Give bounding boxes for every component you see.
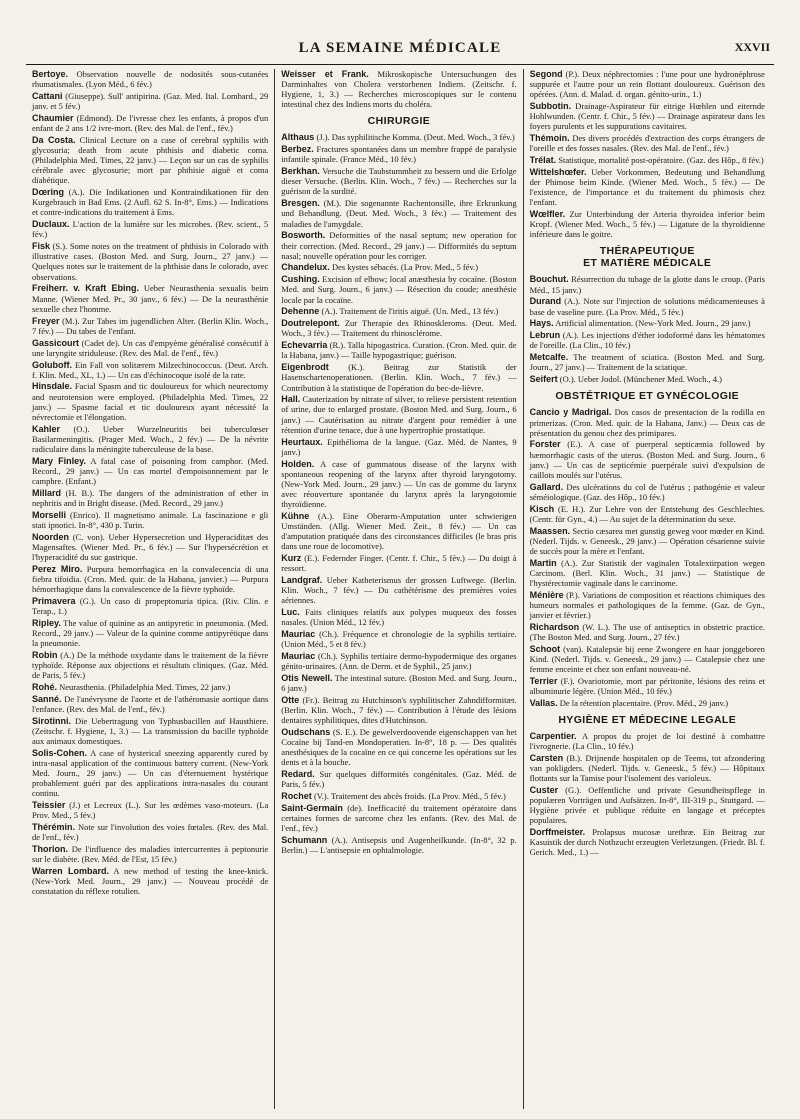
entry-author: Berkhan. [281,166,320,177]
bibliography-entry [281,629,516,649]
entry-text: (C. von). Ueber Hypersecretion und Hyperaciditæt des Magensaftes. (Wiener Med. Pr., 6 fév.) — Sur l'hypersécrétion et l'hyperacidité du suc gastrique. [32,531,269,562]
bibliography-entry [530,526,765,556]
bibliography-entry [530,352,765,372]
entry-author: Bresgen. [281,198,320,209]
entry-text: A case of gummatous disease of the larynx with spontaneous reopening of the larynx after thyroid laryngotomy. (New-York Med. Journ., 29 janv.) — Un cas de gomme du larynx avec réouverture spontanée du larynx après la laryngotomie thyroïdienne. [281,458,517,509]
entry-text: (Fr.). Beitrag zu Hutchinson's syphilitischer Zahndifformitæt. (Berlin. Klin. Woch., 7 fév.) — Contribution à l'étude des lésions dentaires syphilitiques, dites d'Hutchinson. [281,694,517,726]
entry-text: Ueber Neurasthenia sexualis beim Manne. (Wiener Med. Pr., 30 janv., 6 fév.) — De la neurasthénie sexuelle chez l'homme. [32,283,269,314]
entry-text: Des divers procédés d'extraction des corps étrangers de l'oreille et des fosses nasales. (Rev. des Mal. de l'enf., fév.) [529,133,765,154]
entry-text: (A.). Note sur l'injection de solutions médicamenteuses à base de vaseline pure. (La Prov. Méd., 5 fév.) [529,296,765,317]
journal-title: LA SEMAINE MÉDICALE [298,40,502,56]
entry-text: (R.). Talla hipogastrica. Curation. (Cron. Med. quir. de la Habana, janv.) — Taille hypogastrique; guérison. [281,340,517,361]
entry-author: Morselli [32,509,67,520]
bibliography-entry [32,748,268,798]
entry-author: Durand [529,296,562,307]
entry-author: Duclaux. [32,219,70,230]
entry-author: Eigenbrodt [281,362,329,373]
bibliography-entry [281,835,516,855]
entry-author: Lebrun [529,330,561,341]
entry-author: Robin [32,650,58,660]
entry-author: Redard. [281,769,315,780]
entry-author: Kühne [281,510,310,521]
bibliography-entry [281,144,516,164]
bibliography-entry [32,716,268,746]
entry-author: Maassen. [529,525,571,536]
entry-text: (M.). Zur Tabes im jugendlichen Alter. (Berlin Klin. Woch., 7 fév.) — Du tabes de l'enfant. [32,315,269,336]
entry-text: De la rétention placentaire. (Prov. Méd., 29 janv.) [557,697,729,708]
entry-author: Chaumier [32,112,74,123]
entry-author: Hall. [281,394,301,405]
entry-author: Wittelshœfer. [529,167,587,178]
bibliography-entry [32,682,268,692]
entry-text: (G.). Oeffentliche und private Gesundheitspflege in populæren Vorträgen und Aufsätzen. In-8°, III-319 p., Stuttgard. — Hygiène privée et publique réduite en langage et préceptes populaires. [529,785,765,826]
entry-author: Echevarria [281,340,328,351]
section-title: CHIRURGIE [367,115,431,128]
entry-text: De l'anévrysme de l'aorte et de l'athéromasie aortique dans l'enfance. (Rev. des Mal. de l'enf., fév.) [32,693,269,715]
entry-text: Sectio cæsarea met gunstig geweg voor mœder en Kind. (Nederl. Tijds. v. Geneesk., 29 janv.) — Opération césarienne suivie de succès pour la mère et l'enfant. [529,525,765,556]
entry-text: Die Uebertragung von Typhusbacillen auf Hausthiere. (Zeitschr. f. Hygiene, 1, 3.) — La transmission du bacille typhoïde aux animaux domestiques. [32,715,269,747]
entry-author: Bouchut. [529,274,569,285]
entry-author: Kahler [32,423,61,434]
entry-text: (A.) De la méthode oxydante dans le traitement de la fièvre typhoïde. Réponse aux objections et résultats cliniques. (Gaz. Méd. de Paris, 5 fév.) [32,650,269,681]
entry-text: Purpura hemorrhagica en la convalecencia di una fiebra tifoidia. (Cron. Med. quir. de la Habana, janvier.) — Purpura hémorrhagique dans la convalescence de la fièvre typhoïde. [32,563,269,595]
entry-text: Note sur l'involution des voies fœtales. (Rev. des Mal. de l'enf., fév.) [32,822,269,843]
entry-text: (A.). Les injections d'éther iodoformé dans les hématomes de l'oreille. (La Clin., 10 fév.) [529,330,765,351]
bibliography-entry [530,209,765,239]
bibliography-entry [530,676,765,696]
entry-author: Warren Lombard. [32,866,109,877]
bibliography-entry [32,338,268,358]
entry-text: (Edmond). De l'ivresse chez les enfants, à propos d'un enfant de 2 ans 1/2 ivre-mort. (Rev. des Mal. de l'enf., fév.) [32,112,269,134]
entry-text: (J.). Das syphilitische Komma. (Deut. Med. Woch., 3 fév.) [314,132,515,143]
entry-author: Seifert [529,374,558,385]
entry-author: Otis Newell. [281,673,333,683]
entry-text: Versuche die Taubstummheit zu bessern und die Erfolge dieser Versuche. (Berlin. Klin. Woch., 7 fév.) — Recherches sur la guérison de la surdité. [281,166,517,197]
bibliography-entry [32,316,268,336]
bibliography-entry [281,394,516,434]
entry-text: (E.). A case of puerperal septicæmia followed by hæmorrhagic casts of the uterus. (Boston Med. and Surg. Journ., 6 janv.) — Un cas de septicémie puerpérale suivi d'expulsion de caillots moulés sur l'utérus. [529,439,765,480]
bibliography-entry [530,374,765,384]
bibliography-entry [281,575,516,605]
entry-text: Résurrection du tubage de la glotte dans le croup. (Paris Méd., 15 janv.) [529,274,765,295]
entry-author: Thémoin. [529,133,570,144]
bibliography-entry [281,511,516,551]
bibliography-entry [281,262,516,272]
entry-author: Kisch [529,503,555,514]
entry-author: Ripley. [32,617,61,628]
bibliography-entry [32,113,268,133]
entry-text: (K.). Beitrag zur Statistik der Hasenschartenoperationen. (Berlin. Klin. Woch., 7 fév.) — Contribution à la statistique de l'opération du bec-de-lièvre. [281,362,517,393]
entry-text: The intestinal suture. (Boston Med. and Surg. Journ., 6 janv.) [281,673,517,694]
bibliography-entry [530,296,765,316]
entry-author: Mauriac [281,629,316,640]
entry-text: (P.). Deux néphrectomies : l'une pour une hydronéphrose suppurée et l'autre pour un rein flottant douloureux. Guérison des opérées. (Ann. d. Malad. d. organ. génito-urin., 1.) [529,69,765,100]
bibliography-entry [530,827,765,857]
bibliography-entry [32,360,268,380]
entry-text: Deformities of the nasal septum; new operation for their correction. (Med. Record., 29 janv.) — Difformités du septum nasal; nouvelle opération pour les corriger. [281,230,517,261]
entry-author: Sanné. [32,693,62,704]
entry-author: Doutrelepont. [281,318,340,329]
bibliography-entry [530,101,765,131]
entry-author: Cushing. [281,274,320,285]
bibliography-entry [530,698,765,708]
entry-author: Custer [529,785,559,796]
columns [26,69,774,1109]
entry-text: Cauterization by nitrate of silver, to relieve persistent retention of urine, due to enlarged prostate. (Boston Med. and Surg. Journ., 6 janv.) — Cautérisation au nitrate d'argent pour remédier à une rétention d'urine tenace, due à une hypertrophie prostatique. [281,394,517,435]
bibliography-entry [32,187,268,217]
entry-text: Artificial alimentation. (New-York Med. Journ., 29 janv.) [553,318,751,329]
entry-text: (Ch.). Syphilis tertiaire dermo-hypodermique des organes génito-urinaires. (Ann. de Derm. et de Syphil., 25 janv.) [281,651,517,672]
entry-text: Epithélioma de la langue. (Gaz. Méd. de Nantes, 9 janv.) [281,436,517,457]
bibliography-entry [32,596,268,616]
bibliography-entry [32,800,268,820]
entry-author: Dehenne [281,306,320,317]
entry-author: Goluboff. [32,359,72,370]
bibliography-entry [530,753,765,783]
bibliography-entry [530,504,765,524]
bibliography-entry [32,564,268,594]
entry-text: Fractures spontanées dans un membre frappé de paralysie infantile spinale. (France Méd., 10 fév.) [281,144,517,165]
entry-text: (O.). Ueber Wurzelneuritis bei tuberculœser Basilarmeningitis. (Prager Med. Woch., 2 fév.) — De la névrite radiculaire dans la méningite tuberculeuse de la base. [32,423,269,454]
bibliography-entry [32,844,268,864]
bibliography-entry [32,650,268,680]
bibliography-entry [281,727,516,767]
entry-author: Terrier [529,675,558,686]
entry-author: Thorion. [32,844,68,855]
entry-text: (S.). Some notes on the treatment of phthisis in Colorado with illustrative cases. (Boston Med. and Surg. Journ., 27 janv.) — Quelques notes sur le traitement de la phthisie dans le colorado, avec observations. [32,241,269,282]
entry-author: Richardson [529,621,580,632]
entry-text: (Enrico). Il magnetismo animale. La fascinazione e gli stati ipnotici. In-8°, 430 p. Turin. [32,509,269,530]
entry-text: Zur Unterbindung der Arteria thyroidea inferior beim Kropf. (Wiener Med. Woch., 5 fév.) — Ligature de la thyroïdienne inférieure dans le goitre. [529,209,765,240]
entry-text: A fatal case of poisoning from camphor. (Med. Record., 29 janv.) — Un cas mortel d'empoisonnement par le camphre. (Enfant.) [32,455,269,486]
bibliography-entry [530,644,765,674]
entry-text: (H. B.). The dangers of the administration of ether in nephritis and in Bright disease. (Med. Record., 29 janv.) [32,487,269,508]
bibliography-entry [32,241,268,281]
entry-author: Holden. [281,458,315,469]
bibliography-entry [530,274,765,294]
entry-author: Rochet [281,791,312,802]
entry-author: Schoot [529,643,561,654]
bibliography-entry [32,456,268,486]
entry-text: (J.) et Lecreux (L.). Sur les œdèmes vaso-moteurs. (La Prov. Med., 5 fév.) [32,800,269,821]
entry-text: (A.). Traitement de l'iritis aiguë. (Un. Med., 13 fév.) [319,306,499,317]
entry-author: Carpentier. [529,731,577,741]
bibliography-entry [32,866,268,896]
entry-author: Gallard. [529,481,564,492]
bibliography-entry [281,607,516,627]
entry-text: (W. L.). The use of antiseptics in obstetric practice. (The Boston Med. and Surg. Journ., 27 fév.) [529,621,765,642]
entry-author: Otte [281,694,300,705]
entry-author: Segond [529,69,563,79]
entry-text: A new method of testing the knee-knick. (New-York Med. Journ., 29 janv.) — Nouveau procédé de constatation du réflexe rotulien. [32,866,269,897]
entry-text: (O.). Ueber Jodol. (Münchener Med. Woch., 4.) [557,374,723,385]
bibliography-entry [530,590,765,620]
bibliography-entry [530,407,765,437]
bibliography-entry [281,459,516,509]
entry-author: Noorden [32,531,69,542]
entry-text: Facial Spasm and tic douloureux for which neurectomy and neurotension were employed. (Philadelphia Med. Times, 22 janv.) — Spasme facial et tic douloureux ayant nécessité la névrectomie et l'élongation. [32,381,269,422]
entry-text: Des ulcérations du col de l'utérus ; pathogénie et valeur séméiologique. (Gaz. des Hôp., 10 fév.) [529,481,765,502]
column-3 [523,69,771,1109]
entry-text: (van). Katalepsie bij eene Zwongere en haar jonggeboren Kind. (Nederl. Tijds. v. Geneesk., 29 janv.) — Catalepsie chez une femme enceinte et chez son enfant nouveau-né. [529,643,765,675]
entry-author: Oudschans [281,727,331,738]
entry-author: Vallas. [529,697,558,708]
entry-author: Metcalfe. [529,352,569,363]
entry-author: Althaus [281,132,315,143]
entry-author: Weisser et Frank. [281,69,369,79]
entry-text: Excision of elbow; local anæsthesia by cocaïne. (Boston Med. and Surg. Journ., 6 janv.) — Résection du coude; anesthésie locale par la cocaïne. [281,274,517,305]
entry-author: Mary Finley. [32,455,87,466]
entry-author: Millard [32,487,62,498]
entry-text: (G.). Un caso di propeptonuria tipica. (Riv. Clin. e Terap., 1.) [32,595,269,617]
bibliography-entry [32,510,268,530]
entry-text: (M.). Die sogenannte Rachentonsille, ihre Erkrankung und Behandlung. (Deut. Med. Woch., 3 fév.) — Traitement des maladies de l'amygdale. [281,198,517,229]
entry-text: Des kystes sébacés. (La Prov. Med., 5 fév.) [329,262,479,273]
entry-author: Bosworth. [281,230,326,241]
bibliography-entry [281,318,516,338]
entry-author: Subbotin. [529,101,572,112]
column-2 [274,69,522,1109]
entry-author: Forster [529,439,561,450]
entry-author: Dorffmeister. [529,827,586,838]
section-title: THÉRAPEUTIQUE ET MATIÈRE MÉDICALE [583,245,712,270]
entry-text: (P.). Variations de composition et réactions chimiques des humeurs normales et pathologiques de la femme. (Gaz. de Gyn., janvier et février.) [529,589,765,620]
entry-author: Mauriac [281,651,316,662]
entry-text: Mikroskopische Untersuchungen des Darminhaltes von Cholera verstorbenen Indiern. (Zeitschr. f. Hygiene, 1, 3.) — Recherches microscopiques sur le contenu intestinal chez des Indiens morts du choléra. [281,69,517,110]
bibliography-entry [281,553,516,573]
entry-text: (A.). Die Indikationen und Kontraindikationen für den Kurgebrauch in Bad Ems. (2 Aufl. 62 S. In-8°, Ems.) — Indications et contre-indications du traitement à Ems. [32,187,269,218]
entry-author: Primavera [32,595,76,606]
bibliography-entry [530,482,765,502]
entry-author: Freyer [32,315,60,326]
entry-author: Landgraf. [281,574,323,585]
bibliography-entry [32,424,268,454]
entry-text: (de). Inefficacité du traitement opératoire dans certaines formes de sarcome chez les enfants. (Rev. des Mal. de l'enf., fév.) [281,803,517,834]
entry-text: (Giuseppe). Sull' antipirina. (Gaz. Med. Ital. Lombard., 29 janv. et 5 fév.) [32,90,269,112]
entry-author: Solis-Cohen. [32,748,88,759]
entry-text: Neurasthenia. (Philadelphia Med. Times, 22 janv.) [57,682,231,693]
bibliography-entry [530,558,765,588]
bibliography-entry [281,791,516,801]
entry-author: Freiherr. v. Kraft Ebing. [32,283,139,294]
entry-text: (S. E.). De gewelverdoovende eigenschappen van het Cocaïne bij Tand-en Mondoperatien. In-8°, 18 p. — Des qualités anesthésiques de la cocaïne en ce qui concerne les opérations sur les dents et à la bouche. [281,727,517,768]
bibliography-entry [32,694,268,714]
bibliography-entry [281,340,516,360]
entry-text: Statistique, mortalité post-opératoire. (Gaz. des Hôp., 8 fév.) [556,155,764,166]
entry-author: Da Costa. [32,134,76,145]
entry-text: The treatment of sciatica. (Boston Med. and Surg. Journ., 27 janv.) — Traitement de la sciatique. [529,352,765,373]
entry-text: (F.). Ovariotomie, mort par péritonite, lésions des reins et albuminurie légère. (Union Méd., 10 fév.) [529,675,765,697]
bibliography-entry [530,133,765,153]
entry-author: Martin [529,557,557,568]
bibliography-entry [530,69,765,99]
entry-author: Thérémin. [32,822,76,833]
bibliography-entry [281,362,516,392]
bibliography-entry [530,155,765,165]
bibliography-entry [281,230,516,260]
bibliography-entry [530,318,765,328]
entry-author: Chandelux. [281,262,330,273]
bibliography-entry [530,785,765,825]
bibliography-entry [32,219,268,239]
entry-text: (A.). Antisepsis und Augenheilkunde. (In-8°, 32 p. Berlin.) — L'antisepsie en ophtalmologie. [281,835,517,856]
entry-text: Ueber Vorkommen, Bedeutung und Behandlung der Phimose beim Kinde. (Wiener Med. Woch., 5 fév.) — De l'existence, de l'importance et du traitement du phimosis chez l'enfant. [529,167,765,208]
bibliography-entry [281,769,516,789]
entry-text: Prolapsus mucosæ urethræ. Ein Beitrag zur Kasuistik der durch Nothzucht erzeugten Verletzungen. (Friedr. Bl. f. Gerich. Med., 1.) — [529,827,765,858]
bibliography-entry [281,69,516,109]
entry-author: Ménière [529,589,564,600]
entry-author: Berbez. [281,144,314,155]
page-number: XXVII [734,40,770,54]
section-title: OBSTÉTRIQUE ET GYNÉCOLOGIE [555,390,740,403]
entry-text: Drainage-Aspirateur für eitrige Hœhlen und eiternde Hohlwunden. (Centr. f. Chir., 5 fév.) — Drainage aspirateur dans les foyers purulents et les suppurations cavitaires. [529,101,765,132]
bibliography-entry [530,622,765,642]
entry-author: Dœring [32,187,64,198]
bibliography-entry [530,330,765,350]
entry-author: Schumann [281,835,328,846]
entry-text: Faits cliniques relatifs aux polypes muqueux des fosses nasales. (Union Méd., 12 fév.) [281,607,517,628]
bibliography-entry [32,91,268,111]
bibliography-entry [32,488,268,508]
entry-text: (E. H.). Zur Lehre von der Entstehung des Geschlechtes. (Centr. für Gyn., 4.) — Au sujet de la détermination du sexe. [529,503,765,524]
entry-author: Fisk [32,241,51,252]
entry-text: Zur Therapie des Rhinoskleroms. (Deut. Med. Woch., 3 fév.) — Traitement du rhinosclérome. [281,318,517,339]
entry-text: Ein Fall von solitærem Milzechinococcus. (Deut. Arch. f. Klin. Med., XL, 1.) — Un cas d'échinocoque isolé de la rate. [32,359,269,380]
entry-author: Wœlfler. [529,209,566,220]
entry-author: Bertoye. [32,69,69,79]
entry-author: Sirotinni. [32,715,71,726]
entry-author: Hays. [529,318,554,329]
bibliography-entry [32,283,268,313]
bibliography-entry [32,69,268,89]
entry-author: Carsten [529,752,564,763]
bibliography-entry [281,437,516,457]
bibliography-entry [281,132,516,142]
entry-text: (Ch.). Fréquence et chronologie de la syphilis tertiaire. (Union Méd., 5 et 8 fév.) [281,629,517,650]
entry-author: Saint-Germain [281,803,343,814]
bibliography-entry [32,532,268,562]
entry-author: Rohé. [32,682,58,693]
entry-text: Clinical Lecture on a case of cerebral syphilis with glycosuria; death from acute phthisis and diabetic coma. (Philadelphia Med. Times, 22 janv.) — Leçon sur un cas de syphilis cérébrale avec glycosurie; mort par phthisie aiguë et coma diabétique. [32,134,269,186]
entry-text: (A.). Zur Statistik der vaginalen Totalextirpation wegen Carcinom. (Berl. Klin. Woch., 31 janv.) — Statistique de l'hystérectomie vaginale dans le carcinome. [529,557,765,588]
bibliography-entry [281,695,516,725]
bibliography-entry [281,166,516,196]
bibliography-entry [281,274,516,304]
section-title: HYGIÈNE ET MÉDECINE LEGALE [558,714,737,726]
entry-text: (B.). Drijnende hospitalen op de Teems, tot afzondering van pokligders. (Nederl. Tijds. v. Geneesk., 5 fév.) — Hôpitaux flottants sur la Tamise pour l'isolement des varioleux. [529,752,765,784]
bibliography-entry [32,618,268,648]
entry-text: Ueber Katheterismus der grossen Luftwege. (Berlin. Klin. Woch., 7 fév.) — Du cathétérisme des premières voies aériennes. [281,574,517,606]
entry-text: A case of hysterical sneezing apparently cured by intra-nasal application of the continuous battery current. (New-York Med. Journ., 29 janv.) — Un cas d'éternuement hystérique probablement guéri par des applications intra-nasales du courant continu. [32,748,269,799]
bibliography-entry [281,651,516,671]
bibliography-entry [32,381,268,421]
entry-text: De l'influence des maladies intercurrentes à peptonurie sur le diabète. (Rev. Méd. de l'Est, 15 fév.) [32,844,269,865]
bibliography-entry [281,673,516,693]
bibliography-entry [281,198,516,228]
entry-author: Perez Miro. [32,563,83,574]
bibliography-entry [32,135,268,185]
entry-author: Trélat. [529,155,557,166]
bibliography-entry [530,167,765,207]
entry-author: Cattani [32,90,63,101]
entry-author: Teissier [32,800,66,811]
entry-text: (E.). Federnder Finger. (Centr. f. Chir., 5 fév.) — Du doigt à ressort. [281,552,517,574]
entry-text: Dos casos de presentacion de la rodilla en primerizas. (Cron. Med. quir. de la Habana, Janv.) — Deux cas de présentation du genou chez des primipares. [529,407,765,438]
column-1 [26,69,274,1109]
entry-author: Heurtaux. [281,436,323,447]
page-header [26,40,774,65]
bibliography-entry [530,731,765,751]
bibliography-entry [281,306,516,316]
entry-author: Luc. [281,607,300,618]
bibliography-entry [281,803,516,833]
entry-author: Cancio y Madrigal. [529,407,612,418]
bibliography-entry [530,439,765,479]
bibliography-entry [32,822,268,842]
entry-text: A propos du projet de loi destiné à combattre l'ivrognerie. (La Clin., 10 fév.) [529,731,765,752]
entry-author: Gassicourt [32,337,80,348]
entry-author: Kurz [281,552,302,563]
entry-text: Observation nouvelle de nodosités sous-cutanées rhumatismales. (Lyon Méd., 6 fév.) [32,69,269,90]
entry-author: Hinsdale. [32,381,73,392]
entry-text: (Cadet de). Un cas d'empyème généralisé consécutif à une laryngite striduleuse. (Rev. des Mal. de l'enf., fév.) [32,337,269,358]
entry-text: L'action de la lumière sur les microbes. (Rev. scient., 5 fév.) [32,219,269,240]
entry-text: Sur quelques difformités congénitales. (Gaz. Méd. de Paris, 5 fév.) [281,769,517,790]
entry-text: The value of quinine as an antipyretic in pneumonia. (Med. Record., 29 janv.) — Valeur de la quinine comme antipyrétique dans la pneumonie. [32,617,269,649]
entry-text: (A.). Eine Oberarm-Amputation unter schwierigen Umständen. (Allg. Wiener Med. Zeit., 8 fév.) — Un cas d'amputation pratiquée dans des circonstances difficiles (le bras pris dans une roue de locomotive). [281,510,517,552]
entry-text: (V.). Traitement des abcès froids. (La Prov. Méd., 5 fév.) [311,791,506,802]
